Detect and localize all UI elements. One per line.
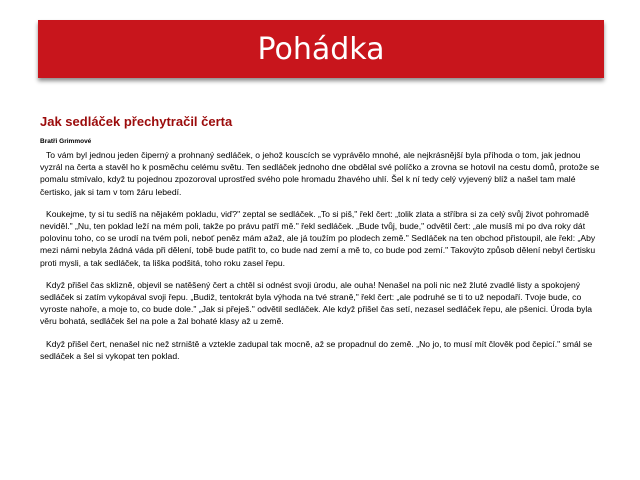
slide-title: Pohádka bbox=[257, 31, 385, 67]
story-paragraph: Když přišel čert, nenašel nic než strniště a vztekle zadupal tak mocně, až se propadnul do země. „No jo, to musí mít člověk pod čepicí." smál se sedláček a šel si vykopat ten poklad. bbox=[40, 338, 593, 361]
story-heading: Jak sedláček přechytračil čerta bbox=[40, 114, 233, 129]
story-paragraph: To vám byl jednou jeden čiperný a prohnaný sedláček, o jehož kouscích se vyprávělo mnohé, ale nejkrásnější byla příhoda o tom, jak jednou vyzrál na čerta a stavěl ho k posměchu celému světu. Ten sedláček jednoho dne obdělal své políčko a zrovna se hotovil na cestu domů, protože se pomalu stmívalo, když tu pojednou zpozoroval uprostřed svého pole hromadu žhavého uhlí. Šel k ní tedy celý vyjevený blíž a našel tam malé čertisko, jak si tam v tom žáru lebedí. bbox=[40, 150, 600, 197]
story-paragraph: Koukejme, ty si tu sedíš na nějakém pokladu, viď?" zeptal se sedláček. „To si piš," řekl čert: „tolik zlata a stříbra si za celý svůj život pohromadě neviděl." „Nu, ten poklad leží na mém poli, takže po právu patří mě." řekl sedláček. „Bude tvůj, bude," odvětil čert: „ale musíš mi po dva roky dát polovinu toho, co se urodí na tvém poli, neboť peněz mám ažaž, ale já toužím po plodech země." Sedláček na ten obchod přistoupil, ale řekl: „Aby mezi námi nebyla žádná váda při dělení, tobě bude patřit to, co bude nad zemí a mě to, co bude pod zemí." Takovýto způsob dělení nebyl čertisku proti mysli, a tak sedláček, ta liška podšitá, toho roku zasel řepu. bbox=[40, 208, 596, 268]
story-body bbox=[40, 149, 604, 372]
author-line: Bratři Grimmové bbox=[40, 138, 92, 145]
slide-title-banner bbox=[38, 20, 604, 78]
story-paragraph: Když přišel čas sklizně, objevil se natěšený čert a chtěl si odnést svoji úrodu, ale ouha! Nenašel na poli nic než žluté zvadlé listy a spokojený sedláček si zatím vykopával svoji řepu. „Budiž, tentokrát byla výhoda na tvé straně," řekl čert: „ale podruhé se ti to už nepodaří. Tvoje bude, co vyroste nahoře, a moje to, co bude dole." „Jak si přeješ." odvětil sedláček. Ale když přišel čas setí, nezasel sedláček řepu, ale pšenici. Úroda byla věru bohatá, sedláček šel na pole a žal bohaté klasy až u země. bbox=[40, 279, 593, 327]
